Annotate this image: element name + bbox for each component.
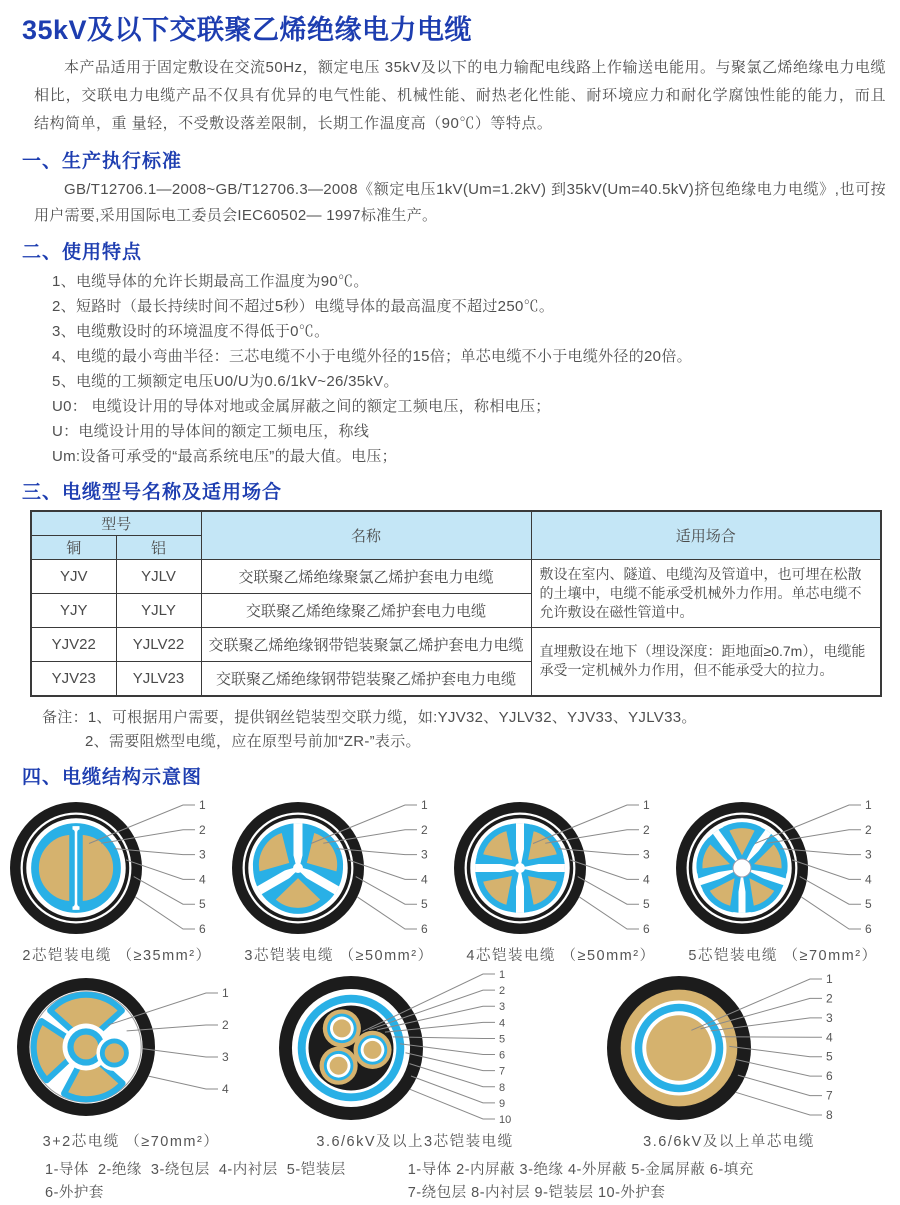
legend-line: 7-绕包层 8-内衬层 9-铠装层 10-外护套	[407, 1184, 666, 1201]
svg-text:4: 4	[865, 871, 872, 886]
svg-text:6: 6	[643, 921, 650, 936]
svg-text:2: 2	[643, 822, 650, 837]
model-al: YJLV22	[116, 628, 201, 662]
note-line: 备注：1、可根据用户需要，提供钢丝铠装型交联力缆，如:YJV32、YJLV32、YJV33、YJLV33。	[42, 708, 697, 726]
application-cell: 敷设在室内、隧道、电缆沟及管道中，也可埋在松散的土壤中，电缆不能承受机械外力作用。单芯电缆不允许敷设在磁性管道中。	[531, 560, 881, 628]
svg-text:1: 1	[199, 797, 206, 812]
svg-text:5: 5	[499, 1032, 506, 1045]
cable-name: 交联聚乙烯绝缘钢带铠装聚乙烯护套电力电缆	[201, 662, 531, 696]
section-3-heading: 三、电缆型号名称及适用场合	[22, 482, 283, 503]
page-title: 35kV及以下交联聚乙烯绝缘电力电缆	[22, 15, 473, 45]
svg-text:3: 3	[643, 847, 650, 862]
svg-text:4: 4	[421, 871, 428, 886]
svg-text:6: 6	[499, 1049, 506, 1062]
feature-item: 1、电缆导体的允许长期最高工作温度为90℃。	[52, 273, 369, 290]
diagram-cell	[574, 967, 884, 1151]
model-cu: YJY	[31, 594, 116, 628]
svg-text:3: 3	[199, 847, 206, 862]
cable-diagram-3plus2-core-icon	[6, 967, 241, 1129]
svg-text:1: 1	[826, 971, 833, 986]
legend-line: 1-导体 2-内屏蔽 3-绝缘 4-外屏蔽 5-金属屏蔽 6-填充	[407, 1161, 754, 1178]
model-cu: YJV22	[31, 628, 116, 662]
model-al: YJLV23	[116, 662, 201, 696]
section-1-body: GB/T12706.1—2008~GB/T12706.3—2008《额定电压1kV(Um=1.2kV) 到35kV(Um=40.5kV)挤包绝缘电力电缆》,也可按用户需要,采用国际电工委员会IEC60502— 1997标准生产。	[34, 181, 886, 224]
feature-item: 2、短路时（最长持续时间不超过5秒）电缆导体的最高温度不超过250℃。	[52, 298, 555, 315]
header-copper: 铜	[31, 536, 116, 560]
svg-text:5: 5	[826, 1049, 833, 1064]
svg-text:7: 7	[826, 1088, 833, 1103]
feature-item: Um:设备可承受的“最高系统电压”的最大值。电压；	[52, 448, 397, 465]
legend-mv	[408, 1159, 754, 1205]
svg-text:2: 2	[826, 990, 833, 1005]
header-application: 适用场合	[531, 511, 881, 560]
svg-text:5: 5	[421, 896, 428, 911]
svg-text:1: 1	[222, 985, 229, 1000]
table-header-row	[31, 511, 881, 536]
svg-text:1: 1	[865, 797, 872, 812]
svg-text:3: 3	[826, 1010, 833, 1025]
section-2-heading: 二、使用特点	[22, 242, 143, 263]
svg-text:4: 4	[826, 1029, 833, 1044]
diagram-caption: 3+2芯电缆 （≥70mm²）	[42, 1133, 220, 1150]
svg-text:6: 6	[826, 1068, 833, 1083]
svg-text:6: 6	[199, 921, 206, 936]
section-4-heading: 四、电缆结构示意图	[22, 766, 203, 788]
legend-line: 1-导体 2-绝缘 3-绕包层 4-内衬层 5-铠装层	[45, 1161, 346, 1178]
diagram-caption: 4芯铠装电缆 （≥50mm²）	[466, 947, 656, 964]
header-aluminum: 铝	[116, 536, 201, 560]
svg-text:3: 3	[499, 1000, 506, 1013]
svg-text:4: 4	[199, 871, 206, 886]
legend-line: 6-外护套	[45, 1184, 104, 1201]
diagram-row-1	[6, 793, 900, 965]
cable-diagram-mv-single-core-icon	[574, 967, 874, 1129]
feature-item: 5、电缆的工频额定电压U0/U为0.6/1kV~26/35kV。	[52, 373, 399, 390]
svg-text:2: 2	[865, 822, 872, 837]
svg-text:8: 8	[499, 1081, 506, 1094]
svg-text:9: 9	[499, 1097, 506, 1110]
diagram-cell	[450, 793, 672, 965]
cable-diagram-4-core-icon	[450, 793, 660, 943]
diagram-cell	[672, 793, 894, 965]
svg-text:3: 3	[222, 1049, 229, 1064]
diagram-caption: 3.6/6kV及以上单芯电缆	[643, 1133, 815, 1150]
svg-text:4: 4	[643, 871, 650, 886]
cable-name: 交联聚乙烯绝缘聚乙烯护套电力电缆	[201, 594, 531, 628]
svg-text:10: 10	[499, 1113, 512, 1126]
cable-diagram-5-core-icon	[672, 793, 882, 943]
svg-text:1: 1	[499, 968, 506, 981]
svg-text:4: 4	[499, 1016, 506, 1029]
note-line: 2、需要阻燃型电缆，应在原型号前加“ZR-”表示。	[85, 732, 421, 750]
diagram-cell	[228, 793, 450, 965]
svg-text:7: 7	[499, 1065, 506, 1078]
table-row	[31, 560, 881, 594]
model-cu: YJV23	[31, 662, 116, 696]
model-cu: YJV	[31, 560, 116, 594]
table-notes	[42, 706, 900, 754]
svg-text:5: 5	[643, 896, 650, 911]
svg-text:6: 6	[865, 921, 872, 936]
svg-text:1: 1	[643, 797, 650, 812]
diagram-caption: 3.6/6kV及以上3芯铠装电缆	[316, 1133, 514, 1150]
svg-text:2: 2	[499, 984, 506, 997]
table-row	[31, 628, 881, 662]
legend-armored	[45, 1159, 346, 1205]
diagram-cell	[256, 967, 574, 1151]
feature-item: 4、电缆的最小弯曲半径：三芯电缆不小于电缆外径的15倍；单芯电缆不小于电缆外径的20倍。	[52, 348, 692, 365]
feature-item: U：电缆设计用的导体间的额定工频电压，称线	[52, 423, 370, 440]
header-model: 型号	[31, 511, 201, 536]
diagram-caption: 5芯铠装电缆 （≥70mm²）	[688, 947, 878, 964]
cable-diagram-3-core-icon	[228, 793, 438, 943]
svg-text:2: 2	[199, 822, 206, 837]
cable-diagram-2-core-icon	[6, 793, 216, 943]
diagram-row-2	[6, 967, 900, 1151]
svg-text:3: 3	[865, 847, 872, 862]
cable-name: 交联聚乙烯绝缘钢带铠装聚氯乙烯护套电力电缆	[201, 628, 531, 662]
diagram-legends	[45, 1159, 900, 1205]
diagram-cell	[6, 793, 228, 965]
svg-text:2: 2	[421, 822, 428, 837]
svg-text:8: 8	[826, 1107, 833, 1122]
svg-text:2: 2	[222, 1017, 229, 1032]
application-cell: 直埋敷设在地下（埋设深度：距地面≥0.7m），电缆能承受一定机械外力作用，但不能承受大的拉力。	[531, 628, 881, 696]
svg-text:1: 1	[421, 797, 428, 812]
svg-text:6: 6	[421, 921, 428, 936]
svg-text:3: 3	[421, 847, 428, 862]
feature-item: 3、电缆敷设时的环境温度不得低于0℃。	[52, 323, 330, 340]
cable-diagram-mv-3-core-icon	[256, 967, 556, 1129]
svg-text:5: 5	[865, 896, 872, 911]
model-al: YJLV	[116, 560, 201, 594]
section-1-heading: 一、生产执行标准	[22, 151, 183, 172]
cable-name: 交联聚乙烯绝缘聚氯乙烯护套电力电缆	[201, 560, 531, 594]
model-al: YJLY	[116, 594, 201, 628]
header-name: 名称	[201, 511, 531, 560]
cable-model-table	[30, 510, 882, 697]
diagram-caption: 3芯铠装电缆 （≥50mm²）	[244, 947, 434, 964]
diagram-caption: 2芯铠装电缆 （≥35mm²）	[22, 947, 212, 964]
feature-item: U0： 电缆设计用的导体对地或金属屏蔽之间的额定工频电压，称相电压；	[52, 398, 551, 415]
svg-text:4: 4	[222, 1081, 229, 1096]
svg-text:5: 5	[199, 896, 206, 911]
intro-paragraph: 本产品适用于固定敷设在交流50Hz，额定电压 35kV及以下的电力输配电线路上作输送电能用。与聚氯乙烯绝缘电力电缆相比，交联电力电缆产品不仅具有优异的电气性能、机械性能、耐热老化性能、耐环境应力和耐化学腐蚀性能的能力，而且结构简单，重 量轻，不受敷设落差限制，长期工作温度高（90℃）等特点。	[34, 59, 886, 132]
diagram-cell	[6, 967, 256, 1151]
feature-list	[52, 269, 886, 469]
